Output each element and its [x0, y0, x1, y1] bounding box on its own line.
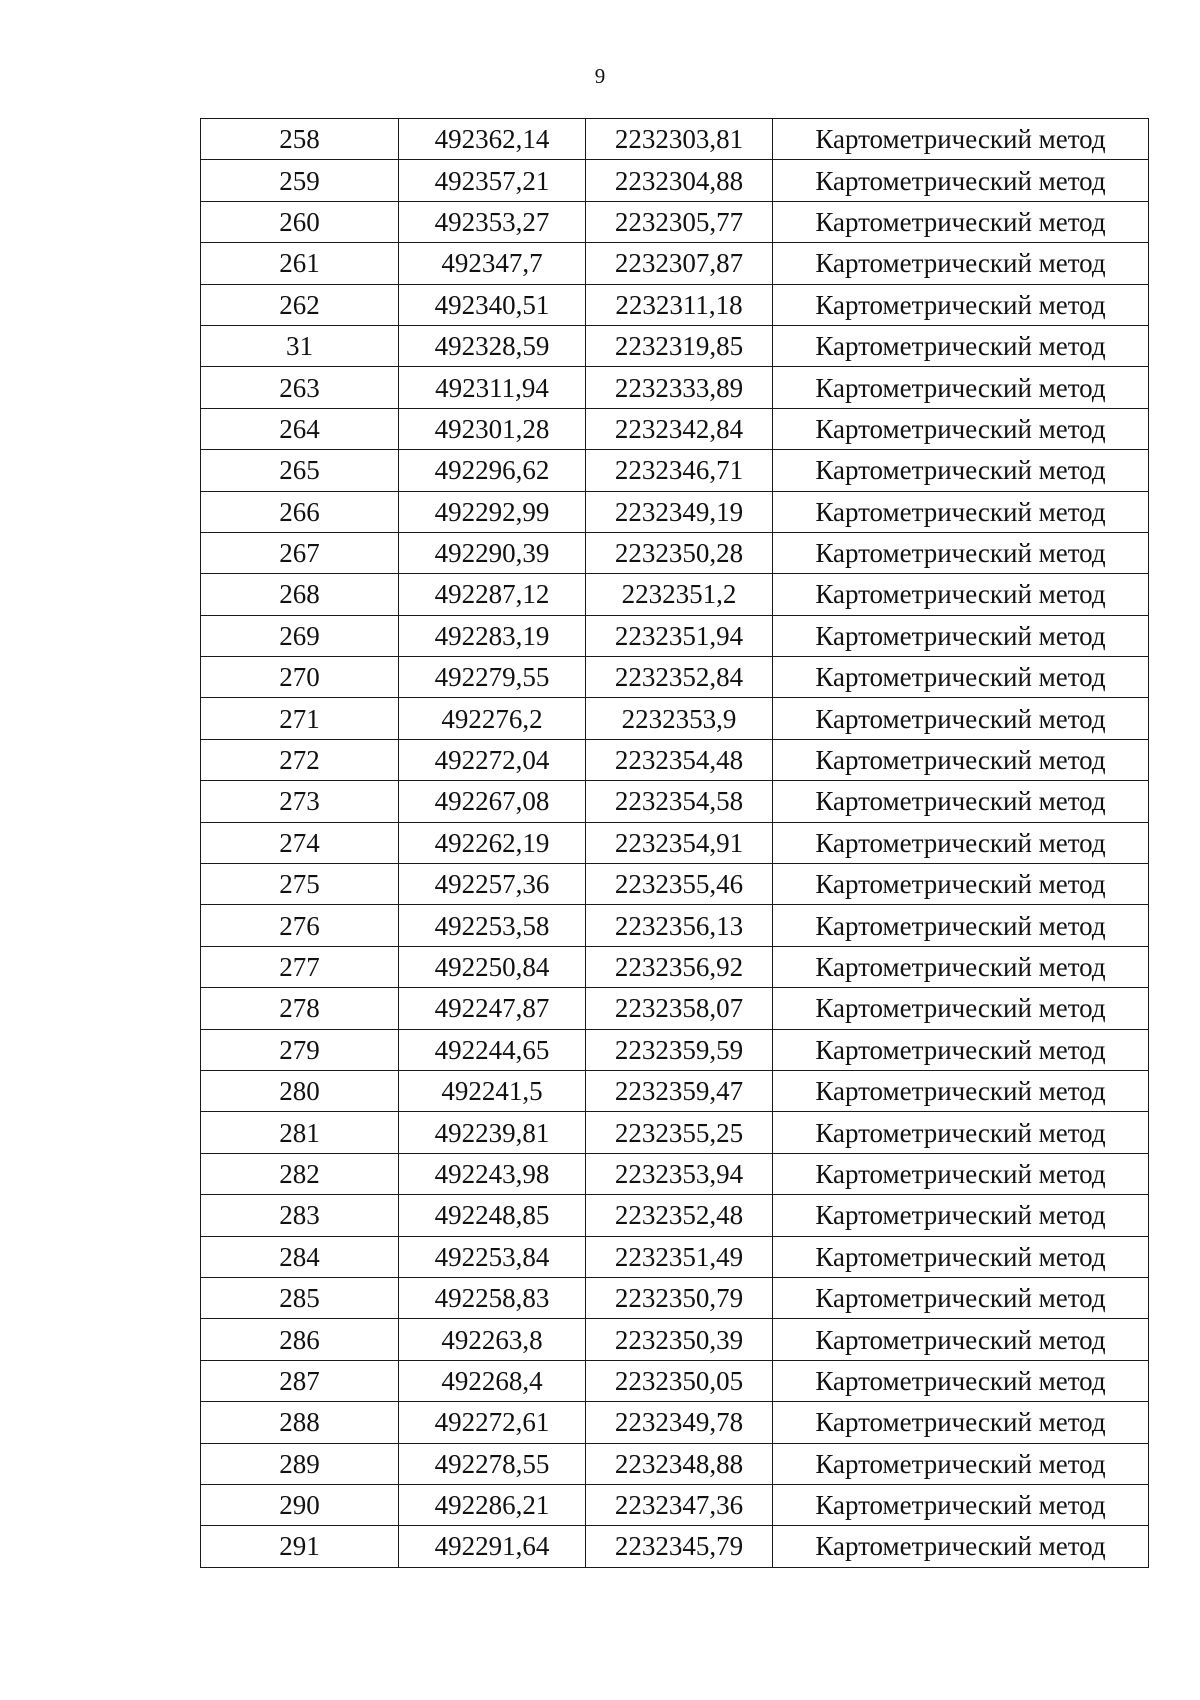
x-coordinate-cell: 492272,61: [399, 1402, 586, 1443]
y-coordinate-cell: 2232352,48: [586, 1195, 773, 1236]
point-number-cell: 287: [201, 1360, 399, 1401]
x-coordinate-cell: 492340,51: [399, 284, 586, 325]
method-cell: Картометрический метод: [773, 119, 1149, 160]
y-coordinate-cell: 2232350,28: [586, 532, 773, 573]
x-coordinate-cell: 492268,4: [399, 1360, 586, 1401]
y-coordinate-cell: 2232349,19: [586, 491, 773, 532]
point-number-cell: 282: [201, 1153, 399, 1194]
y-coordinate-cell: 2232346,71: [586, 450, 773, 491]
x-coordinate-cell: 492279,55: [399, 657, 586, 698]
x-coordinate-cell: 492253,58: [399, 905, 586, 946]
table-row: [201, 905, 1149, 946]
point-number-cell: 290: [201, 1484, 399, 1525]
y-coordinate-cell: 2232359,47: [586, 1070, 773, 1111]
point-number-cell: 275: [201, 864, 399, 905]
point-number-cell: 261: [201, 243, 399, 284]
table-row: [201, 657, 1149, 698]
point-number-cell: 265: [201, 450, 399, 491]
point-number-cell: 271: [201, 698, 399, 739]
y-coordinate-cell: 2232354,58: [586, 781, 773, 822]
table-row: [201, 946, 1149, 987]
y-coordinate-cell: 2232350,79: [586, 1277, 773, 1318]
table-row: [201, 367, 1149, 408]
method-cell: Картометрический метод: [773, 1360, 1149, 1401]
x-coordinate-cell: 492262,19: [399, 822, 586, 863]
y-coordinate-cell: 2232348,88: [586, 1443, 773, 1484]
x-coordinate-cell: 492290,39: [399, 532, 586, 573]
y-coordinate-cell: 2232350,39: [586, 1319, 773, 1360]
method-cell: Картометрический метод: [773, 1277, 1149, 1318]
method-cell: Картометрический метод: [773, 1402, 1149, 1443]
y-coordinate-cell: 2232311,18: [586, 284, 773, 325]
table-row: [201, 1195, 1149, 1236]
y-coordinate-cell: 2232351,94: [586, 615, 773, 656]
point-number-cell: 266: [201, 491, 399, 532]
table-row: [201, 1277, 1149, 1318]
y-coordinate-cell: 2232356,13: [586, 905, 773, 946]
method-cell: Картометрический метод: [773, 1029, 1149, 1070]
method-cell: Картометрический метод: [773, 160, 1149, 201]
x-coordinate-cell: 492347,7: [399, 243, 586, 284]
y-coordinate-cell: 2232355,46: [586, 864, 773, 905]
method-cell: Картометрический метод: [773, 946, 1149, 987]
method-cell: Картометрический метод: [773, 1112, 1149, 1153]
table-row: [201, 491, 1149, 532]
point-number-cell: 279: [201, 1029, 399, 1070]
y-coordinate-cell: 2232353,9: [586, 698, 773, 739]
x-coordinate-cell: 492353,27: [399, 201, 586, 242]
x-coordinate-cell: 492287,12: [399, 574, 586, 615]
point-number-cell: 278: [201, 988, 399, 1029]
x-coordinate-cell: 492250,84: [399, 946, 586, 987]
method-cell: Картометрический метод: [773, 325, 1149, 366]
page-number: 9: [594, 64, 606, 88]
x-coordinate-cell: 492272,04: [399, 739, 586, 780]
table-row: [201, 864, 1149, 905]
y-coordinate-cell: 2232305,77: [586, 201, 773, 242]
point-number-cell: 273: [201, 781, 399, 822]
y-coordinate-cell: 2232349,78: [586, 1402, 773, 1443]
method-cell: Картометрический метод: [773, 574, 1149, 615]
y-coordinate-cell: 2232351,2: [586, 574, 773, 615]
point-number-cell: 272: [201, 739, 399, 780]
y-coordinate-cell: 2232354,91: [586, 822, 773, 863]
method-cell: Картометрический метод: [773, 905, 1149, 946]
method-cell: Картометрический метод: [773, 450, 1149, 491]
table-row: [201, 532, 1149, 573]
table-row: [201, 160, 1149, 201]
y-coordinate-cell: 2232350,05: [586, 1360, 773, 1401]
x-coordinate-cell: 492286,21: [399, 1484, 586, 1525]
table-row: [201, 1319, 1149, 1360]
x-coordinate-cell: 492292,99: [399, 491, 586, 532]
method-cell: Картометрический метод: [773, 491, 1149, 532]
y-coordinate-cell: 2232358,07: [586, 988, 773, 1029]
table-row: [201, 450, 1149, 491]
table-row: [201, 1029, 1149, 1070]
method-cell: Картометрический метод: [773, 284, 1149, 325]
point-number-cell: 263: [201, 367, 399, 408]
y-coordinate-cell: 2232333,89: [586, 367, 773, 408]
method-cell: Картометрический метод: [773, 781, 1149, 822]
x-coordinate-cell: 492291,64: [399, 1526, 586, 1567]
y-coordinate-cell: 2232342,84: [586, 408, 773, 449]
y-coordinate-cell: 2232345,79: [586, 1526, 773, 1567]
method-cell: Картометрический метод: [773, 1526, 1149, 1567]
table-row: [201, 408, 1149, 449]
x-coordinate-cell: 492311,94: [399, 367, 586, 408]
table-row: [201, 988, 1149, 1029]
point-number-cell: 268: [201, 574, 399, 615]
point-number-cell: 288: [201, 1402, 399, 1443]
coordinates-table-body: [201, 119, 1149, 1568]
point-number-cell: 259: [201, 160, 399, 201]
y-coordinate-cell: 2232353,94: [586, 1153, 773, 1194]
table-row: [201, 739, 1149, 780]
point-number-cell: 267: [201, 532, 399, 573]
y-coordinate-cell: 2232304,88: [586, 160, 773, 201]
y-coordinate-cell: 2232354,48: [586, 739, 773, 780]
table-row: [201, 243, 1149, 284]
table-row: [201, 1443, 1149, 1484]
x-coordinate-cell: 492247,87: [399, 988, 586, 1029]
point-number-cell: 286: [201, 1319, 399, 1360]
method-cell: Картометрический метод: [773, 864, 1149, 905]
table-row: [201, 325, 1149, 366]
method-cell: Картометрический метод: [773, 1070, 1149, 1111]
point-number-cell: 277: [201, 946, 399, 987]
table-row: [201, 1070, 1149, 1111]
x-coordinate-cell: 492244,65: [399, 1029, 586, 1070]
table-row: [201, 574, 1149, 615]
table-row: [201, 1236, 1149, 1277]
method-cell: Картометрический метод: [773, 408, 1149, 449]
table-row: [201, 822, 1149, 863]
table-row: [201, 1484, 1149, 1525]
x-coordinate-cell: 492357,21: [399, 160, 586, 201]
table-row: [201, 698, 1149, 739]
method-cell: Картометрический метод: [773, 739, 1149, 780]
method-cell: Картометрический метод: [773, 243, 1149, 284]
point-number-cell: 31: [201, 325, 399, 366]
method-cell: Картометрический метод: [773, 698, 1149, 739]
point-number-cell: 284: [201, 1236, 399, 1277]
method-cell: Картометрический метод: [773, 1236, 1149, 1277]
point-number-cell: 283: [201, 1195, 399, 1236]
table-row: [201, 284, 1149, 325]
method-cell: Картометрический метод: [773, 532, 1149, 573]
table-row: [201, 781, 1149, 822]
x-coordinate-cell: 492301,28: [399, 408, 586, 449]
method-cell: Картометрический метод: [773, 1443, 1149, 1484]
y-coordinate-cell: 2232352,84: [586, 657, 773, 698]
coordinates-table: [200, 118, 1149, 1568]
point-number-cell: 269: [201, 615, 399, 656]
table-row: [201, 1112, 1149, 1153]
x-coordinate-cell: 492296,62: [399, 450, 586, 491]
point-number-cell: 270: [201, 657, 399, 698]
table-row: [201, 615, 1149, 656]
method-cell: Картометрический метод: [773, 1153, 1149, 1194]
method-cell: Картометрический метод: [773, 988, 1149, 1029]
y-coordinate-cell: 2232303,81: [586, 119, 773, 160]
method-cell: Картометрический метод: [773, 367, 1149, 408]
point-number-cell: 260: [201, 201, 399, 242]
table-row: [201, 1153, 1149, 1194]
method-cell: Картометрический метод: [773, 1195, 1149, 1236]
y-coordinate-cell: 2232355,25: [586, 1112, 773, 1153]
table-row: [201, 1402, 1149, 1443]
point-number-cell: 291: [201, 1526, 399, 1567]
table-row: [201, 1360, 1149, 1401]
x-coordinate-cell: 492278,55: [399, 1443, 586, 1484]
x-coordinate-cell: 492239,81: [399, 1112, 586, 1153]
method-cell: Картометрический метод: [773, 1319, 1149, 1360]
point-number-cell: 280: [201, 1070, 399, 1111]
point-number-cell: 262: [201, 284, 399, 325]
y-coordinate-cell: 2232351,49: [586, 1236, 773, 1277]
method-cell: Картометрический метод: [773, 615, 1149, 656]
table-row: [201, 201, 1149, 242]
y-coordinate-cell: 2232359,59: [586, 1029, 773, 1070]
x-coordinate-cell: 492276,2: [399, 698, 586, 739]
table-row: [201, 119, 1149, 160]
x-coordinate-cell: 492248,85: [399, 1195, 586, 1236]
x-coordinate-cell: 492263,8: [399, 1319, 586, 1360]
x-coordinate-cell: 492283,19: [399, 615, 586, 656]
y-coordinate-cell: 2232307,87: [586, 243, 773, 284]
point-number-cell: 289: [201, 1443, 399, 1484]
method-cell: Картометрический метод: [773, 657, 1149, 698]
point-number-cell: 274: [201, 822, 399, 863]
x-coordinate-cell: 492328,59: [399, 325, 586, 366]
table-row: [201, 1526, 1149, 1567]
x-coordinate-cell: 492257,36: [399, 864, 586, 905]
point-number-cell: 276: [201, 905, 399, 946]
y-coordinate-cell: 2232347,36: [586, 1484, 773, 1525]
x-coordinate-cell: 492243,98: [399, 1153, 586, 1194]
point-number-cell: 264: [201, 408, 399, 449]
method-cell: Картометрический метод: [773, 822, 1149, 863]
x-coordinate-cell: 492241,5: [399, 1070, 586, 1111]
method-cell: Картометрический метод: [773, 201, 1149, 242]
point-number-cell: 258: [201, 119, 399, 160]
x-coordinate-cell: 492362,14: [399, 119, 586, 160]
y-coordinate-cell: 2232319,85: [586, 325, 773, 366]
point-number-cell: 285: [201, 1277, 399, 1318]
x-coordinate-cell: 492267,08: [399, 781, 586, 822]
x-coordinate-cell: 492253,84: [399, 1236, 586, 1277]
method-cell: Картометрический метод: [773, 1484, 1149, 1525]
x-coordinate-cell: 492258,83: [399, 1277, 586, 1318]
point-number-cell: 281: [201, 1112, 399, 1153]
y-coordinate-cell: 2232356,92: [586, 946, 773, 987]
